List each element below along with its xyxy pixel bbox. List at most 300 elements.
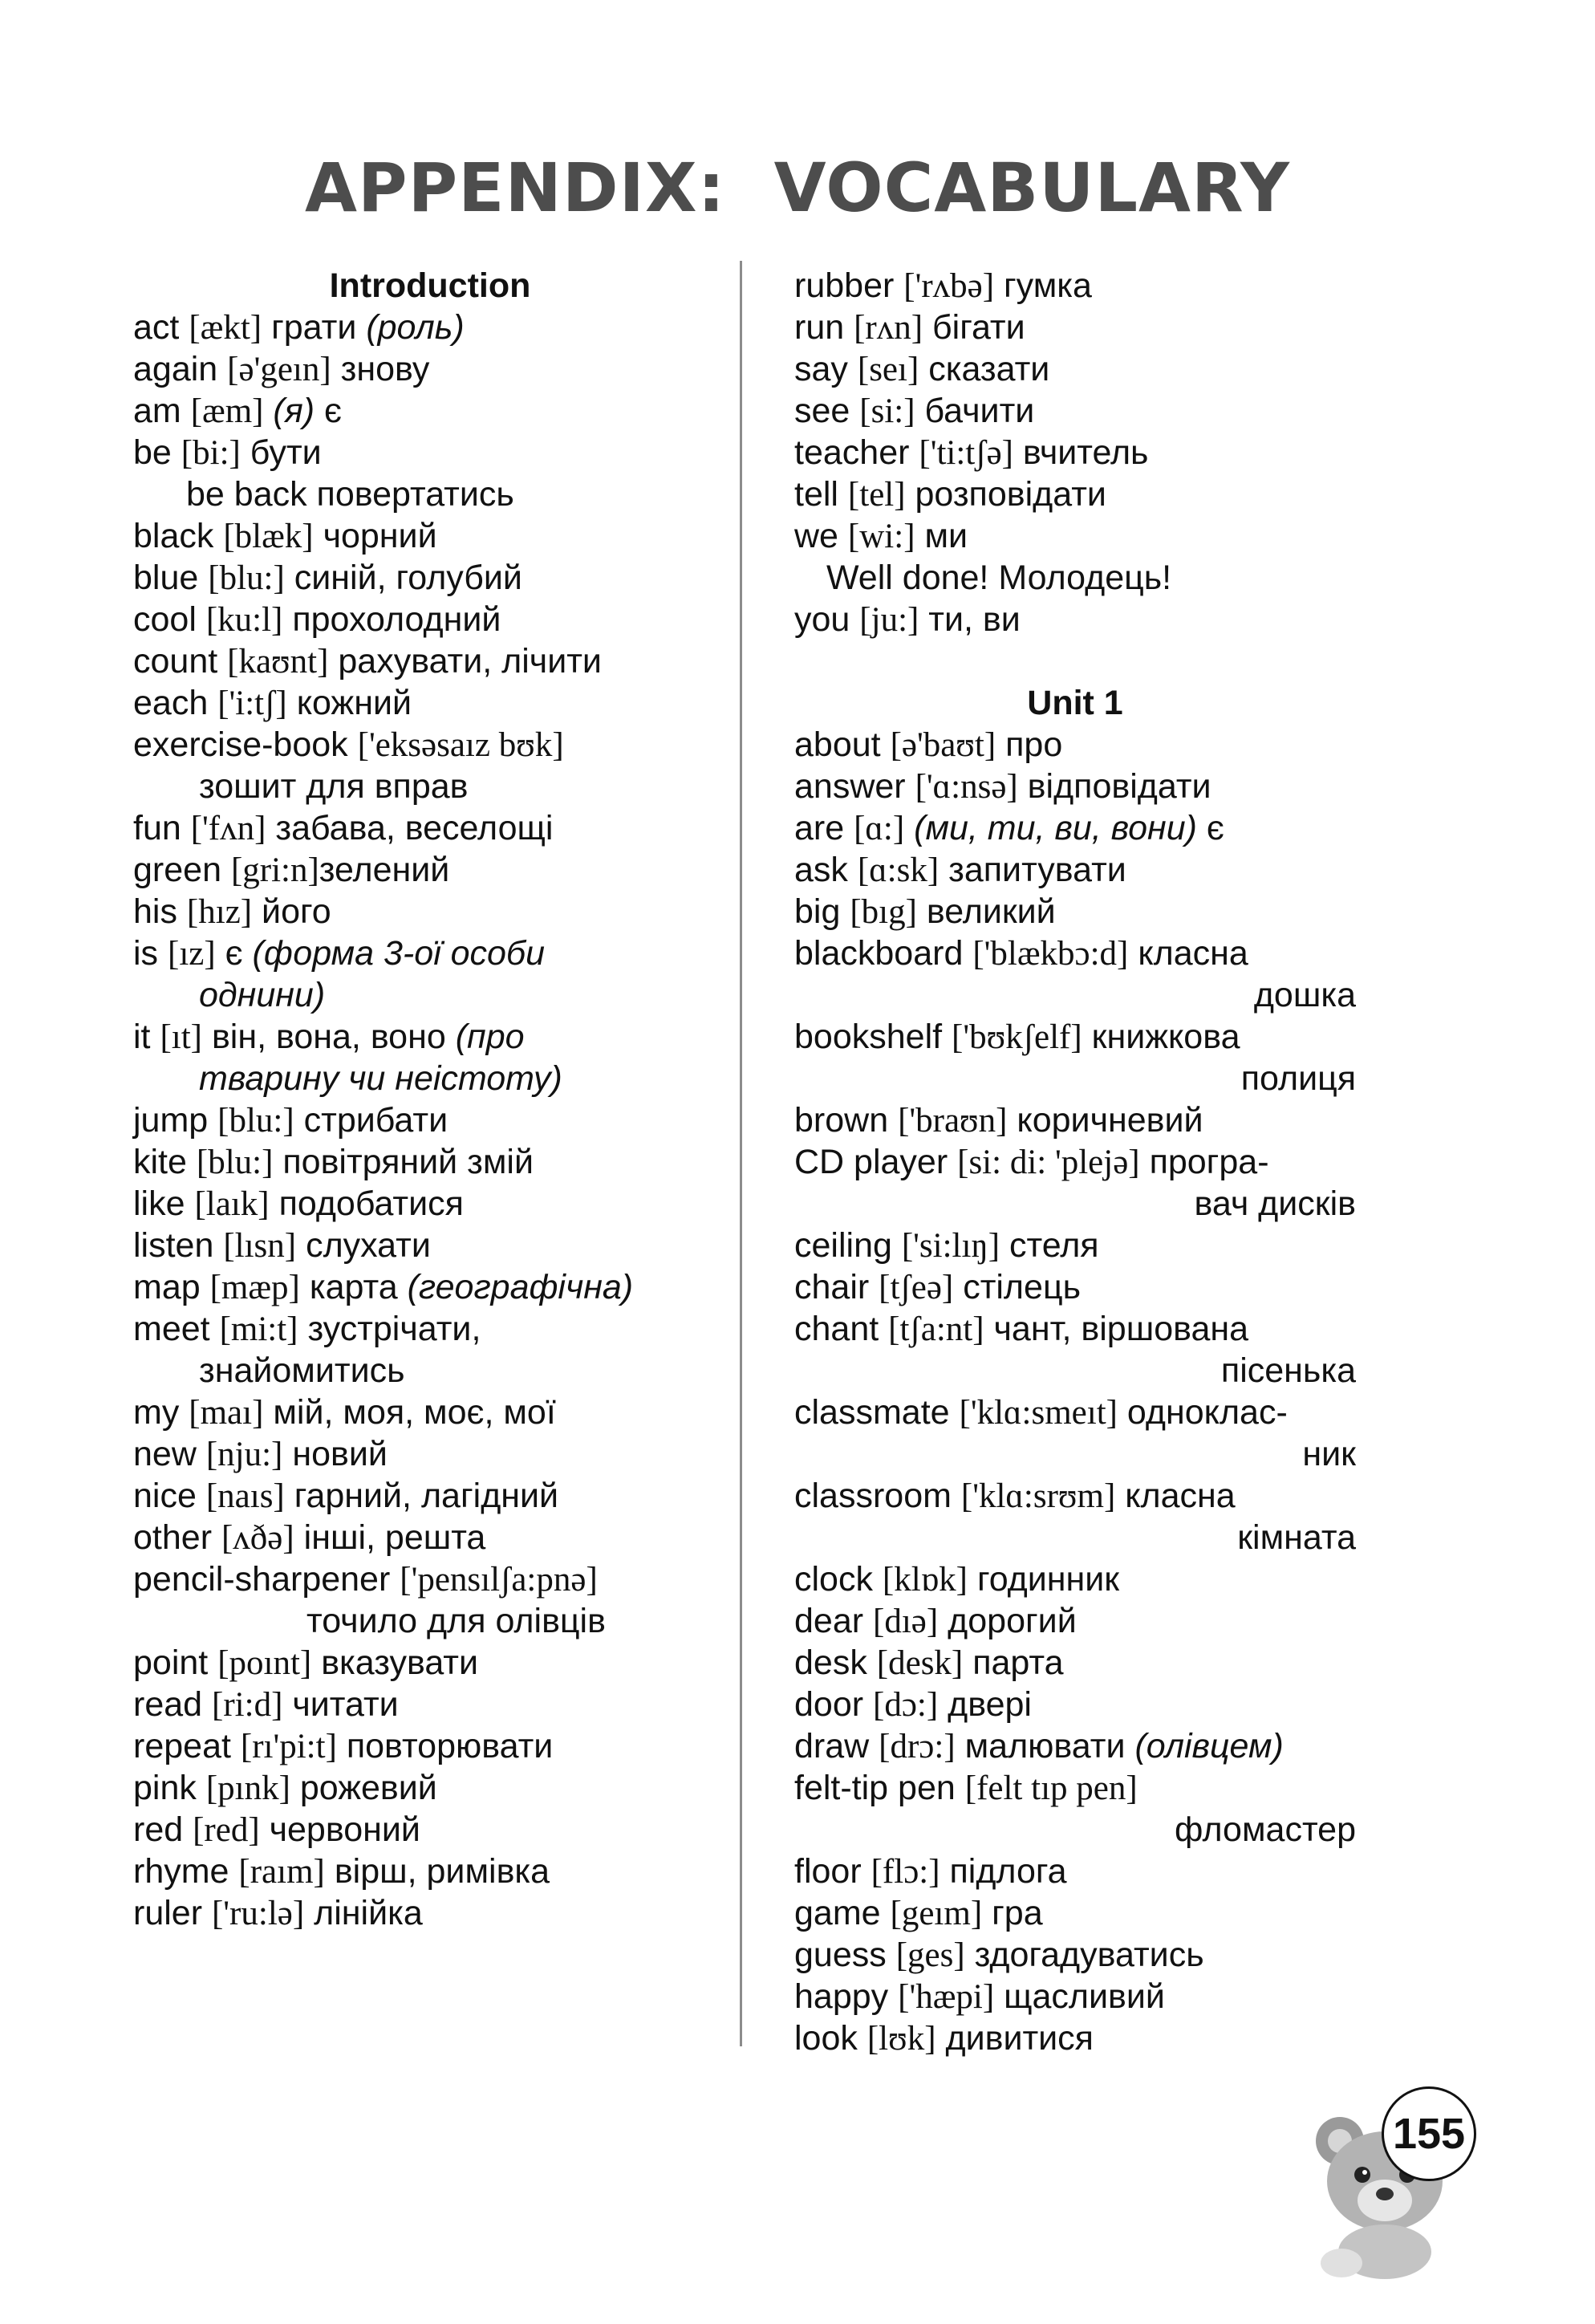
vocab-entry	[794, 1099, 1356, 1141]
translation: рахувати, лічити	[338, 642, 602, 681]
vocab-entry	[133, 932, 727, 974]
translation: кожний	[296, 684, 412, 722]
page-title: APPENDIX: VOCABULARY	[305, 148, 1290, 227]
transcription: [ɑ:sk]	[857, 851, 940, 889]
transcription: [seı]	[857, 351, 919, 388]
note: (роль)	[366, 308, 465, 347]
vocab-word: draw	[794, 1727, 870, 1765]
translation: зелений	[319, 851, 450, 889]
transcription: [si: di: 'plejə]	[957, 1144, 1140, 1181]
translation: стеля	[1009, 1226, 1099, 1265]
vocab-entry	[133, 1851, 727, 1892]
vocab-entry	[794, 1851, 1356, 1892]
vocab-word: new	[133, 1435, 197, 1473]
vocab-word: say	[794, 350, 848, 388]
vocab-word: jump	[133, 1101, 209, 1140]
translation: бути	[250, 433, 322, 472]
vocab-entry	[794, 2017, 1356, 2059]
vocab-word: run	[794, 308, 845, 347]
vocab-word: about	[794, 725, 881, 764]
transcription: ['eksəsaız bʊk]	[357, 726, 564, 764]
vocab-entry	[133, 640, 727, 682]
vocab-word: CD player	[794, 1143, 948, 1181]
translation: забава, веселощі	[275, 809, 554, 847]
vocab-entry	[794, 1892, 1356, 1934]
vocab-word: clock	[794, 1560, 873, 1599]
vocab-word: big	[794, 892, 841, 931]
translation: вчитель	[1022, 433, 1149, 472]
translation: інші, решта	[303, 1518, 486, 1557]
vocab-entry	[794, 1558, 1356, 1600]
vocab-word: fun	[133, 809, 181, 847]
vocab-word: black	[133, 517, 214, 555]
vocab-word: rubber	[794, 266, 895, 305]
translation: одноклас-	[1126, 1393, 1288, 1432]
translation: великий	[926, 892, 1056, 931]
translation: гра	[992, 1894, 1043, 1932]
vocab-entry	[133, 1725, 727, 1767]
vocabulary-list-introduction	[133, 307, 727, 1934]
vocab-word: cool	[133, 600, 197, 639]
translation: слухати	[306, 1226, 431, 1265]
translation: є	[225, 934, 243, 973]
transcription: [ju:]	[859, 601, 919, 639]
vocab-continuation	[794, 1183, 1356, 1225]
transcription: [ıt]	[160, 1018, 202, 1056]
vocab-entry	[794, 1475, 1356, 1517]
left-column	[133, 265, 727, 1934]
translation: знову	[340, 350, 430, 388]
transcription: [blæk]	[223, 518, 314, 555]
transcription: [ri:d]	[212, 1686, 283, 1724]
vocab-word: pencil-sharpener	[133, 1560, 391, 1599]
translation: чорний	[323, 517, 437, 555]
vocab-entry	[133, 557, 727, 599]
transcription: ['ti:tʃə]	[919, 434, 1013, 472]
vocab-entry	[133, 1392, 727, 1433]
vocab-continuation	[133, 766, 727, 807]
translation: бігати	[932, 308, 1025, 347]
vocab-entry	[133, 724, 727, 766]
transcription: [ız]	[168, 935, 216, 973]
vocab-subentry	[133, 473, 727, 515]
transcription: [drɔ:]	[879, 1728, 956, 1765]
translation: його	[262, 892, 331, 931]
vocab-word: ruler	[133, 1894, 203, 1932]
vocab-entry	[794, 1725, 1356, 1767]
vocab-word: map	[133, 1268, 201, 1306]
vocab-entry	[133, 390, 727, 432]
vocab-entry	[794, 1392, 1356, 1433]
vocab-word: rhyme	[133, 1852, 229, 1891]
translation: знайомитись	[199, 1351, 405, 1390]
vocab-word: is	[133, 934, 159, 973]
note: тварину чи неістоту)	[199, 1059, 562, 1098]
translation: стрибати	[303, 1101, 448, 1140]
vocab-word: desk	[794, 1643, 867, 1682]
vocab-word: green	[133, 851, 221, 889]
transcription: [rʌn]	[854, 309, 923, 347]
transcription: ['ru:lə]	[211, 1895, 305, 1932]
transcription: [rı'pi:t]	[240, 1728, 337, 1765]
transcription: ['braʊn]	[898, 1102, 1008, 1140]
vocab-continuation	[133, 1350, 727, 1392]
section-heading-unit-1: Unit 1	[1027, 684, 1123, 722]
vocab-entry	[794, 1016, 1356, 1058]
vocab-word: repeat	[133, 1727, 231, 1765]
translation: дивитися	[945, 2019, 1094, 2058]
translation: червоний	[269, 1810, 420, 1849]
transcription: [tel]	[847, 476, 906, 514]
vocab-entry	[133, 1183, 727, 1225]
vocab-word: am	[133, 392, 181, 430]
translation: є	[1206, 809, 1224, 847]
note: (форма 3-ої особи	[252, 934, 546, 973]
transcription: [ʌðə]	[221, 1519, 294, 1557]
vocab-continuation	[133, 1600, 727, 1642]
vocab-word: read	[133, 1685, 203, 1724]
translation: ник	[1302, 1435, 1356, 1473]
transcription: [gri:n]	[230, 851, 319, 889]
vocab-entry	[133, 348, 727, 390]
transcription: ['klɑ:srʊm]	[960, 1477, 1116, 1515]
vocab-continuation	[794, 1350, 1356, 1392]
translation: полиця	[1240, 1059, 1356, 1098]
vocab-word: chant	[794, 1310, 879, 1348]
transcription: ['bʊkʃelf]	[952, 1018, 1082, 1056]
transcription: [ku:l]	[205, 601, 283, 639]
vocab-word: meet	[133, 1310, 210, 1348]
translation: дошка	[1253, 976, 1356, 1014]
vocab-word: my	[133, 1393, 180, 1432]
vocab-word: be	[133, 433, 172, 472]
vocab-word: dear	[794, 1602, 864, 1640]
transcription: ['fʌn]	[190, 810, 266, 847]
translation: щасливий	[1004, 1977, 1165, 2016]
vocab-entry	[133, 1558, 727, 1600]
translation: кімната	[1237, 1518, 1356, 1557]
translation: зошит для вправ	[199, 767, 469, 806]
translation: гумка	[1004, 266, 1092, 305]
translation: читати	[292, 1685, 399, 1724]
vocab-entry	[133, 1684, 727, 1725]
vocab-word: we	[794, 517, 838, 555]
translation: здогадуватись	[974, 1936, 1204, 1974]
vocab-entry	[794, 390, 1356, 432]
vocab-phrase: be back повертатись	[186, 475, 514, 514]
vocab-word: tell	[794, 475, 838, 514]
vocab-word: felt-tip pen	[794, 1769, 956, 1807]
vocab-word: answer	[794, 767, 906, 806]
transcription: [wi:]	[847, 518, 915, 555]
transcription: [mæp]	[209, 1269, 300, 1306]
transcription: [raım]	[238, 1853, 325, 1891]
translation: подобатися	[278, 1184, 464, 1223]
vocab-entry	[794, 724, 1356, 766]
vocab-word: count	[133, 642, 218, 681]
vocab-word: nice	[133, 1477, 197, 1515]
vocab-entry	[794, 1600, 1356, 1642]
vocab-entry	[794, 1642, 1356, 1684]
vocab-word: you	[794, 600, 850, 639]
translation: фломастер	[1175, 1810, 1356, 1849]
translation: карта	[309, 1268, 398, 1306]
transcription: [ɑ:]	[854, 810, 905, 847]
translation: синій, голубий	[294, 559, 522, 597]
vocab-word: red	[133, 1810, 184, 1849]
transcription: [hız]	[186, 893, 253, 931]
transcription: [æm]	[190, 392, 264, 430]
vocab-entry	[794, 766, 1356, 807]
vocab-entry	[133, 1141, 727, 1183]
vocab-word: kite	[133, 1143, 187, 1181]
transcription: [mi:t]	[219, 1310, 298, 1348]
vocab-word: again	[133, 350, 218, 388]
vocab-entry	[133, 849, 727, 891]
note: (географічна)	[407, 1268, 634, 1306]
translation: новий	[292, 1435, 388, 1473]
vocab-entry	[794, 932, 1356, 974]
vocab-word: each	[133, 684, 209, 722]
translation: відповідати	[1027, 767, 1211, 806]
vocab-word: act	[133, 308, 180, 347]
vocab-word: classroom	[794, 1477, 952, 1515]
vocab-entry	[133, 1809, 727, 1851]
vocabulary-list-introduction-continued	[794, 265, 1356, 640]
transcription: [flɔ:]	[871, 1853, 940, 1891]
vocab-word: his	[133, 892, 177, 931]
transcription: ['i:tʃ]	[217, 685, 287, 722]
spacer	[794, 640, 1356, 682]
vocab-word: door	[794, 1685, 864, 1724]
vocab-entry	[133, 1266, 727, 1308]
translation: чант, віршована	[993, 1310, 1249, 1348]
vocab-word: ceiling	[794, 1226, 892, 1265]
translation: рожевий	[299, 1769, 437, 1807]
transcription: [ə'geın]	[227, 351, 331, 388]
transcription: [poınt]	[217, 1644, 312, 1682]
vocab-continuation	[133, 1058, 727, 1099]
vocab-entry	[794, 1308, 1356, 1350]
translation: сказати	[928, 350, 1050, 388]
vocab-word: see	[794, 392, 850, 430]
transcription: [laık]	[194, 1185, 270, 1223]
vocab-entry	[133, 1016, 727, 1058]
vocab-word: blackboard	[794, 934, 964, 973]
vocab-entry	[794, 849, 1356, 891]
transcription: [tʃa:nt]	[888, 1310, 984, 1348]
vocab-entry	[794, 1141, 1356, 1183]
transcription: [pınk]	[205, 1769, 290, 1807]
vocab-word: guess	[794, 1936, 887, 1974]
vocab-subentry	[794, 557, 1356, 599]
note: (ми, ти, ви, вони)	[914, 809, 1197, 847]
vocab-entry	[133, 807, 727, 849]
column-divider	[740, 261, 742, 2046]
translation: розповідати	[915, 475, 1106, 514]
vocab-entry	[794, 265, 1356, 307]
translation: прохолодний	[292, 600, 501, 639]
vocab-word: look	[794, 2019, 858, 2058]
vocab-word: happy	[794, 1977, 889, 2016]
transcription: [lʊk]	[866, 2020, 936, 2058]
vocab-entry	[794, 1767, 1356, 1809]
vocab-entry	[794, 1976, 1356, 2017]
translation: пісенька	[1220, 1351, 1356, 1390]
transcription: [naıs]	[205, 1477, 285, 1515]
transcription: [maı]	[189, 1394, 264, 1432]
translation: коричневий	[1017, 1101, 1203, 1140]
vocab-entry	[794, 1934, 1356, 1976]
translation: ти, ви	[928, 600, 1021, 639]
translation: бачити	[924, 392, 1035, 430]
translation: класна	[1125, 1477, 1236, 1515]
translation: стілець	[963, 1268, 1081, 1306]
note: однини)	[199, 976, 326, 1014]
translation: ми	[924, 517, 968, 555]
vocab-word: game	[794, 1894, 881, 1932]
vocab-continuation	[794, 1433, 1356, 1475]
vocab-word: brown	[794, 1101, 889, 1140]
transcription: ['hæpi]	[898, 1978, 995, 2016]
vocab-continuation	[794, 974, 1356, 1016]
transcription: [kaʊnt]	[227, 643, 329, 681]
transcription: [ə'baʊt]	[890, 726, 996, 764]
vocab-entry	[133, 1475, 727, 1517]
translation: точило для олівців	[306, 1602, 606, 1640]
vocab-entry	[133, 1517, 727, 1558]
translation: лінійка	[314, 1894, 423, 1932]
translation: запитувати	[948, 851, 1126, 889]
right-column	[794, 265, 1356, 2059]
transcription: [felt tıp pen]	[964, 1769, 1138, 1807]
vocab-entry	[133, 1892, 727, 1934]
transcription: [dɔ:]	[873, 1686, 939, 1724]
vocab-entry	[794, 1684, 1356, 1725]
translation: є	[323, 392, 342, 430]
vocab-word: chair	[794, 1268, 870, 1306]
vocab-entry	[794, 1225, 1356, 1266]
translation: дорогий	[948, 1602, 1077, 1640]
vocab-continuation	[794, 1517, 1356, 1558]
transcription: [blu:]	[208, 559, 285, 597]
vocab-entry	[133, 1642, 727, 1684]
transcription: [geım]	[890, 1895, 983, 1932]
vocab-entry	[794, 307, 1356, 348]
vocab-word: floor	[794, 1852, 862, 1891]
translation: про	[1005, 725, 1063, 764]
translation: повітряний змій	[282, 1143, 534, 1181]
vocab-continuation	[794, 1809, 1356, 1851]
transcription: [klɒk]	[882, 1561, 968, 1599]
vocab-word: ask	[794, 851, 848, 889]
vocab-continuation	[794, 1058, 1356, 1099]
transcription: [tʃeə]	[879, 1269, 954, 1306]
translation: двері	[948, 1685, 1032, 1724]
transcription: ['ɑ:nsə]	[915, 768, 1018, 806]
transcription: ['klɑ:smeıt]	[959, 1394, 1118, 1432]
vocab-entry	[133, 1433, 727, 1475]
translation: книжкова	[1091, 1018, 1240, 1056]
vocab-entry	[133, 682, 727, 724]
translation: вірш, римівка	[334, 1852, 550, 1891]
vocab-word: blue	[133, 559, 199, 597]
vocab-entry	[133, 307, 727, 348]
vocab-entry	[794, 473, 1356, 515]
transcription: [bi:]	[181, 434, 241, 472]
section-heading-introduction: Introduction	[329, 266, 531, 305]
transcription: [dıə]	[873, 1603, 939, 1640]
transcription: ['blækbɔ:d]	[972, 935, 1129, 973]
vocab-entry	[133, 1099, 727, 1141]
translation: гарний, лагідний	[294, 1477, 559, 1515]
translation: вач дисків	[1194, 1184, 1356, 1223]
vocab-entry	[133, 515, 727, 557]
transcription: [red]	[193, 1811, 260, 1849]
transcription: [ges]	[895, 1936, 965, 1974]
vocab-continuation	[133, 974, 727, 1016]
vocab-entry	[794, 807, 1356, 849]
vocab-entry	[794, 1266, 1356, 1308]
translation: годинник	[976, 1560, 1120, 1599]
vocab-entry	[133, 1308, 727, 1350]
translation: він, вона, воно	[211, 1018, 446, 1056]
vocab-word: teacher	[794, 433, 910, 472]
transcription: ['rʌbə]	[903, 267, 995, 305]
transcription: [blu:]	[217, 1102, 294, 1140]
vocab-word: listen	[133, 1226, 214, 1265]
vocab-entry	[133, 1767, 727, 1809]
translation: зустрічати,	[307, 1310, 481, 1348]
translation: мій, моя, моє, мої	[273, 1393, 556, 1432]
transcription: [si:]	[859, 392, 915, 430]
transcription: ['si:lıŋ]	[901, 1227, 1000, 1265]
translation: малювати	[964, 1727, 1126, 1765]
page-number: 155	[1382, 2086, 1476, 2181]
vocab-entry	[133, 599, 727, 640]
vocab-entry	[794, 432, 1356, 473]
vocab-word: like	[133, 1184, 185, 1223]
vocab-word: exercise-book	[133, 725, 348, 764]
transcription: [nju:]	[205, 1436, 283, 1473]
translation: класна	[1138, 934, 1248, 973]
translation: вказувати	[321, 1643, 479, 1682]
vocab-entry	[133, 891, 727, 932]
transcription: ['pensılʃa:pnə]	[400, 1561, 598, 1599]
vocab-word: are	[794, 809, 845, 847]
vocab-word: bookshelf	[794, 1018, 943, 1056]
transcription: [desk]	[876, 1644, 964, 1682]
translation: повторювати	[346, 1727, 554, 1765]
note: (олівцем)	[1134, 1727, 1284, 1765]
vocabulary-list-unit-1	[794, 724, 1356, 2059]
transcription: [ækt]	[189, 309, 262, 347]
translation: парта	[972, 1643, 1064, 1682]
transcription: [blu:]	[196, 1144, 274, 1181]
translation: грати	[271, 308, 357, 347]
transcription: [lısn]	[223, 1227, 297, 1265]
vocab-entry	[794, 599, 1356, 640]
vocab-entry	[794, 891, 1356, 932]
translation: підлога	[949, 1852, 1067, 1891]
vocab-word: it	[133, 1018, 151, 1056]
vocab-word: point	[133, 1643, 209, 1682]
vocab-entry	[794, 515, 1356, 557]
note: (я)	[273, 392, 315, 430]
vocab-entry	[133, 432, 727, 473]
translation: програ-	[1149, 1143, 1269, 1181]
vocab-entry	[794, 348, 1356, 390]
